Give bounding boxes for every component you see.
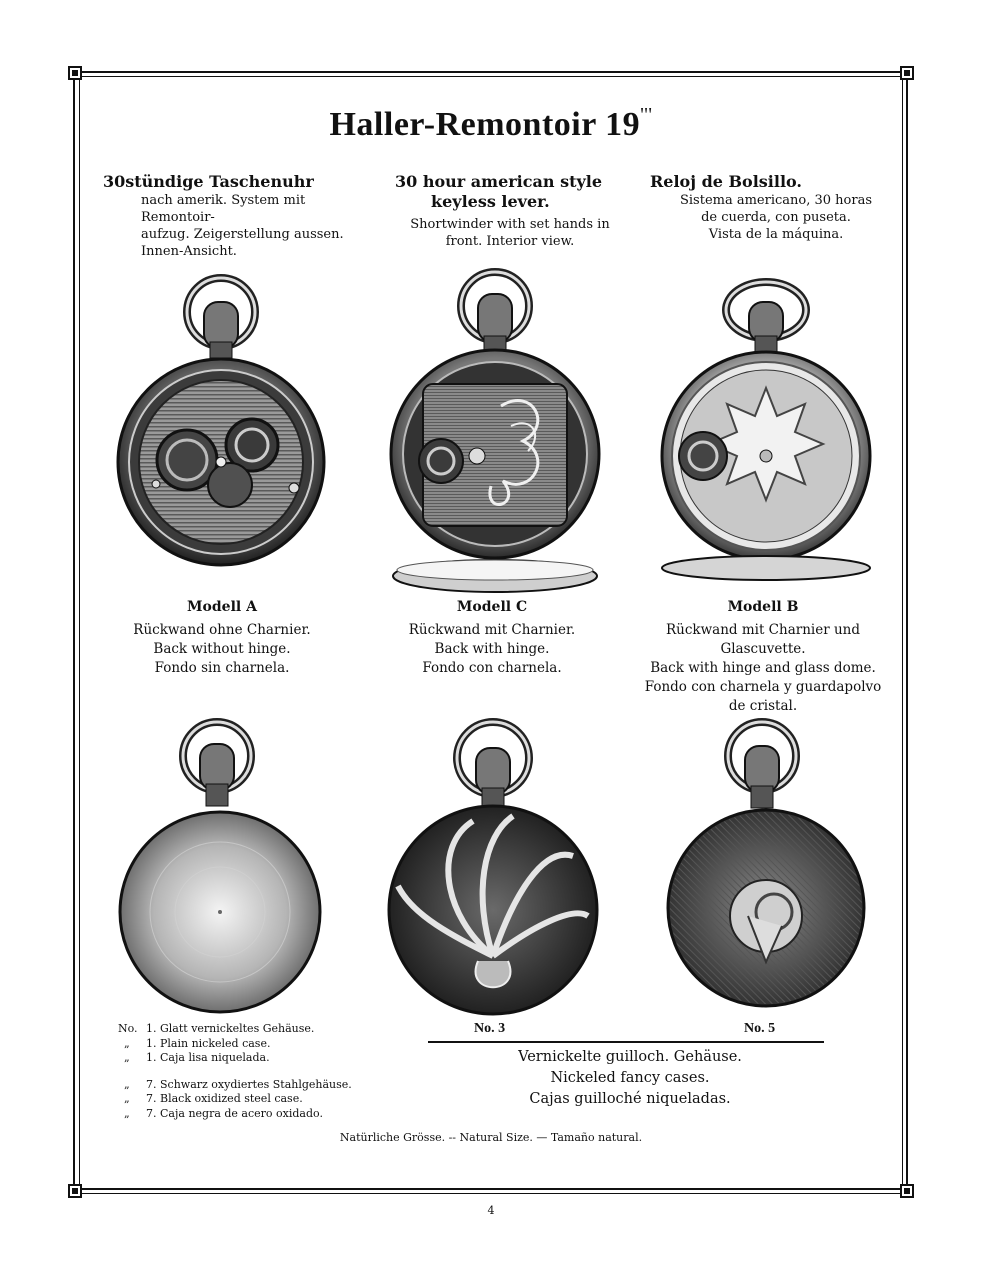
caption-modell-b: [628, 598, 898, 716]
case-no: „: [124, 1092, 130, 1105]
label-no5: No. 5: [744, 1021, 776, 1036]
watch-modell-a-movement: [112, 270, 334, 570]
intro-english-line: Shortwinder with set hands in: [410, 217, 610, 232]
case-row: [118, 1051, 378, 1066]
caption-modell-c: [392, 598, 592, 678]
page-title: [0, 106, 982, 144]
case-list: [118, 1022, 378, 1121]
caption-modell-a: [120, 598, 324, 678]
case-num: 1.: [146, 1022, 157, 1035]
case-text: Schwarz oxydiertes Stahlgehäuse.: [160, 1077, 352, 1091]
intro-english-line: front. Interior view.: [445, 234, 575, 249]
guilloche-caption: [480, 1047, 780, 1110]
model-line: Fondo con charnela.: [422, 660, 562, 676]
frame-top-line-inner: [78, 76, 904, 77]
intro-spanish-line: Sistema americano, 30 horas: [679, 193, 872, 208]
pocket-watch-movement-icon: [112, 270, 334, 570]
case-no: „: [124, 1106, 130, 1120]
page-number: 4: [487, 1204, 495, 1217]
frame-corner-ornament: [900, 66, 914, 80]
model-line: Back with hinge and glass dome.: [650, 660, 876, 676]
title-line-mark: ''': [640, 104, 653, 126]
watch-no5-guilloche-case: [662, 716, 874, 1016]
intro-spanish-heading: Reloj de Bolsillo.: [650, 172, 802, 191]
frame-corner-ornament: [68, 1184, 82, 1198]
case-row: [118, 1092, 378, 1107]
frame-bottom-line: [78, 1188, 904, 1190]
pocket-watch-movement-icon: [383, 266, 607, 596]
guilloche-line: Nickeled fancy cases.: [550, 1070, 710, 1086]
intro-spanish-body: [650, 192, 884, 243]
case-no: „: [124, 1051, 130, 1064]
pocket-watch-engraved-case-icon: [383, 716, 603, 1026]
frame-right-line-inner: [902, 78, 903, 1188]
model-line: Rückwand ohne Charnier.: [133, 622, 311, 638]
watch-modell-c-movement: [383, 266, 607, 596]
intro-german-line: Innen-Ansicht.: [141, 244, 237, 259]
natural-size-note: Natürliche Grösse. -- Natural Size. — Tamaño natural.: [339, 1131, 643, 1144]
case-row: [118, 1022, 378, 1037]
case-row: [118, 1078, 378, 1093]
pocket-watch-movement-icon: [655, 276, 877, 586]
case-row: [118, 1107, 378, 1122]
frame-left-line-inner: [79, 78, 80, 1188]
intro-german: [103, 172, 383, 260]
model-line: Rückwand mit Charnier und Glascuvette.: [666, 622, 860, 657]
case-text: Black oxidized steel case.: [160, 1092, 303, 1105]
intro-german-body: [103, 192, 383, 260]
model-line: Rückwand mit Charnier.: [408, 622, 576, 638]
pocket-watch-guilloche-case-icon: [662, 716, 874, 1016]
title-text: Haller-Remontoir 19: [329, 106, 641, 143]
case-text: Caja negra de acero oxidado.: [160, 1106, 323, 1120]
case-text: Plain nickeled case.: [160, 1036, 271, 1050]
intro-german-heading: 30stündige Taschenuhr: [103, 172, 314, 191]
model-line: Back with hinge.: [434, 641, 550, 657]
frame-left-line: [73, 78, 75, 1188]
frame-corner-ornament: [900, 1184, 914, 1198]
intro-german-line: nach amerik. System mit Remontoir-: [141, 193, 306, 225]
guilloche-line: Vernickelte guilloch. Gehäuse.: [518, 1049, 742, 1065]
case-no: „: [124, 1077, 130, 1091]
model-line: de cristal.: [728, 698, 798, 714]
model-name: Modell C: [456, 599, 528, 615]
model-line: Fondo sin charnela.: [154, 660, 290, 676]
watch-no1-plain-case: [116, 716, 330, 1016]
intro-english: [385, 172, 635, 250]
case-num: 7.: [146, 1092, 157, 1105]
label-no3: No. 3: [474, 1021, 506, 1036]
case-num: 7.: [146, 1106, 157, 1120]
model-name: Modell B: [727, 599, 799, 615]
intro-spanish-line: de cuerda, con puseta.: [701, 210, 851, 225]
frame-corner-ornament: [68, 66, 82, 80]
frame-bottom-line-inner: [78, 1193, 904, 1194]
model-name: Modell A: [187, 599, 257, 615]
case-row: [118, 1037, 378, 1052]
frame-top-line: [78, 71, 904, 73]
guilloche-line: Cajas guilloché niqueladas.: [529, 1091, 731, 1107]
case-num: 7.: [146, 1077, 157, 1091]
watch-modell-b-movement: [655, 276, 877, 586]
model-line: Fondo con charnela y guardapolvo: [644, 679, 882, 695]
case-no: No.: [118, 1022, 138, 1035]
intro-english-body: [385, 216, 635, 250]
case-no: „: [124, 1036, 130, 1050]
intro-english-heading-2: keyless lever.: [431, 192, 550, 211]
intro-spanish: [650, 172, 900, 243]
frame-right-line: [906, 78, 908, 1188]
case-text: Glatt vernickeltes Gehäuse.: [160, 1022, 315, 1035]
pocket-watch-plain-case-icon: [116, 716, 330, 1016]
model-line: Back without hinge.: [153, 641, 291, 657]
bracket-line: [428, 1041, 824, 1043]
case-num: 1.: [146, 1051, 157, 1064]
case-num: 1.: [146, 1036, 157, 1050]
watch-no3-fancy-case: [383, 716, 603, 1026]
intro-german-line: aufzug. Zeigerstellung aussen.: [141, 227, 344, 242]
intro-spanish-line: Vista de la máquina.: [708, 227, 844, 242]
case-text: Caja lisa niquelada.: [160, 1051, 270, 1064]
intro-english-heading: 30 hour american style: [395, 172, 603, 191]
